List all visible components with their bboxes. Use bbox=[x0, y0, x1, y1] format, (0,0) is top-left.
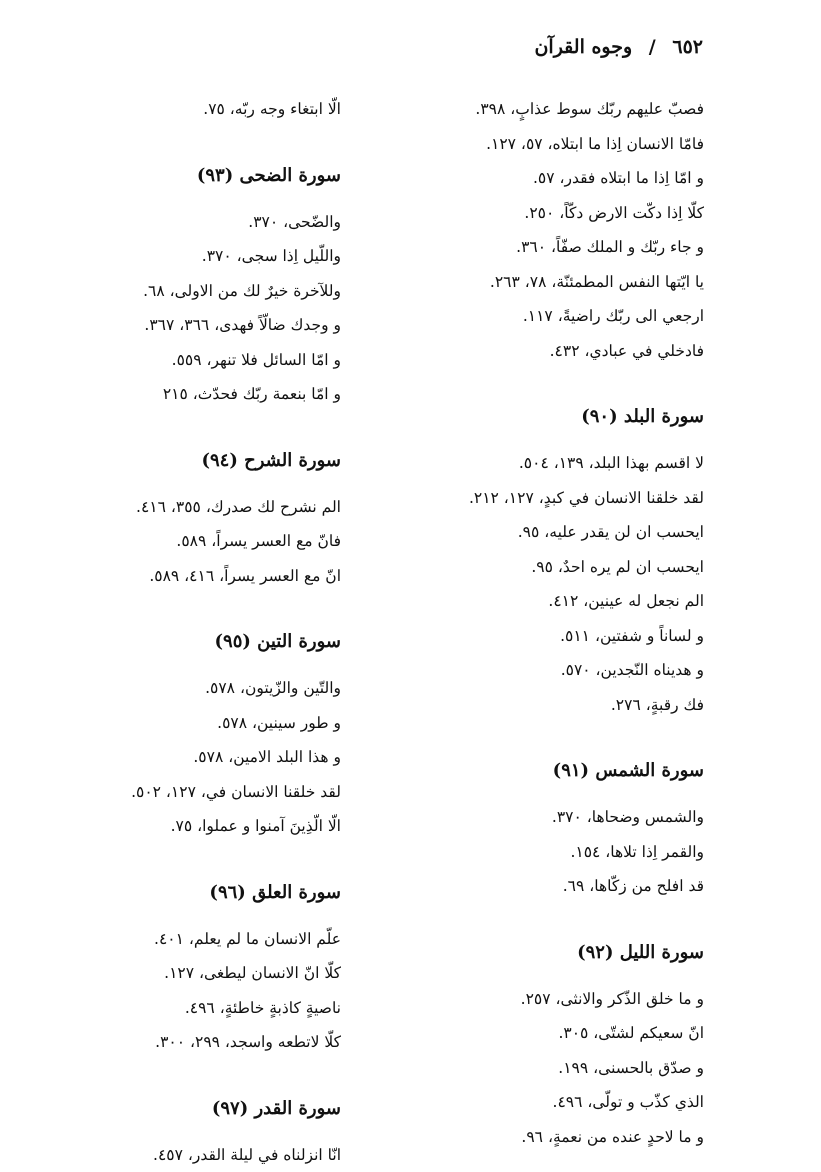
verse-entry: و لساناً و شفتين، ٥١١. bbox=[344, 619, 704, 654]
verse-entry: ايحسب ان لن يقدر عليه، ٩٥. bbox=[344, 515, 704, 550]
surah-section bbox=[41, 448, 341, 608]
verse-entry: و طور سينين، ٥٧٨. bbox=[41, 706, 341, 741]
verse-entry: انّا انزلناه في ليلة القدر، ٤٥٧. bbox=[41, 1138, 341, 1172]
verse-entry: والشمس وضحاها، ٣٧٠. bbox=[344, 800, 704, 835]
verse-entry: الّا الّذِينَ آمنوا و عملوا، ٧٥. bbox=[41, 809, 341, 844]
verse-entry: فامّا الانسان اِذا ما ابتلاه، ٥٧، ١٢٧. bbox=[344, 127, 704, 162]
surah-section bbox=[344, 92, 704, 382]
verse-entry: لا اقسم بهذا البلد، ١٣٩، ٥٠٤. bbox=[344, 446, 704, 481]
verse-entry: فصبّ عليهم ربّك سوط عذابٍ، ٣٩٨. bbox=[344, 92, 704, 127]
page-number: ٦٥٢ bbox=[672, 36, 703, 58]
verse-entry: و هديناه النّجدين، ٥٧٠. bbox=[344, 653, 704, 688]
verse-entry: و صدّق بالحسنى، ١٩٩. bbox=[344, 1051, 704, 1086]
verse-entry: و امّا اِذا ما ابتلاه فقدر، ٥٧. bbox=[344, 161, 704, 196]
verse-entry: ارجعي الى ربّك راضيةً، ١١٧. bbox=[344, 299, 704, 334]
verse-entry: الم نجعل له عينين، ٤١٢. bbox=[344, 584, 704, 619]
verse-entry: علّم الانسان ما لم يعلم، ٤٠١. bbox=[41, 922, 341, 957]
page-header bbox=[534, 36, 703, 58]
verse-entry: والتّين والزّيتون، ٥٧٨. bbox=[41, 671, 341, 706]
right-column bbox=[344, 92, 704, 1154]
verse-entry: لقد خلقنا الانسان في كبدٍ، ١٢٧، ٢١٢. bbox=[344, 481, 704, 516]
verse-entry: الذي كذّب و تولّى، ٤٩٦. bbox=[344, 1085, 704, 1120]
verse-entry: فانّ مع العسر يسراً، ٥٨٩. bbox=[41, 524, 341, 559]
verse-entry: ناصيةٍ كاذبةٍ خاطئةٍ، ٤٩٦. bbox=[41, 991, 341, 1026]
verse-entry: قد افلح من زكّاها، ٦٩. bbox=[344, 869, 704, 904]
verse-entry: و امّا بنعمة ربّك فحدّث، ٢١٥ bbox=[41, 377, 341, 412]
surah-section bbox=[41, 629, 341, 858]
verse-entry: ايحسب ان لم يره احدٌ، ٩٥. bbox=[344, 550, 704, 585]
surah-heading: سورة الليل (٩٢) bbox=[344, 940, 704, 966]
left-column bbox=[41, 92, 341, 1172]
verse-entry: انّ سعيكم لشتّى، ٣٠٥. bbox=[344, 1016, 704, 1051]
surah-section bbox=[41, 163, 341, 426]
verse-entry: و جاء ربّك و الملك صفّاً، ٣٦٠. bbox=[344, 230, 704, 265]
surah-heading: سورة الشرح (٩٤) bbox=[41, 448, 341, 474]
surah-section bbox=[41, 92, 341, 141]
verse-entry: يا ايّتها النفس المطمئنّة، ٧٨، ٢٦٣. bbox=[344, 265, 704, 300]
verse-entry: لقد خلقنا الانسان في، ١٢٧، ٥٠٢. bbox=[41, 775, 341, 810]
verse-entry: كلّا انّ الانسان ليطغى، ١٢٧. bbox=[41, 956, 341, 991]
verse-entry: والقمر اِذا تلاها، ١٥٤. bbox=[344, 835, 704, 870]
surah-section bbox=[41, 880, 341, 1074]
surah-heading: سورة البلد (٩٠) bbox=[344, 404, 704, 430]
verse-entry: والضّحى، ٣٧٠. bbox=[41, 205, 341, 240]
verse-entry: الم نشرح لك صدرك، ٣٥٥، ٤١٦. bbox=[41, 490, 341, 525]
verse-entry: و ما خلق الذّكر والانثى، ٢٥٧. bbox=[344, 982, 704, 1017]
surah-section bbox=[41, 1096, 341, 1172]
verse-entry: كلّا اِذا دكّت الارض دكّاً، ٢٥٠. bbox=[344, 196, 704, 231]
verse-entry: وللآخرة خيرٌ لك من الاولى، ٦٨. bbox=[41, 274, 341, 309]
verse-entry: كلّا لاتطعه واسجد، ٢٩٩، ٣٠٠. bbox=[41, 1025, 341, 1060]
book-title: وجوه القرآن bbox=[534, 36, 632, 58]
verse-entry: فادخلي في عبادي، ٤٣٢. bbox=[344, 334, 704, 369]
surah-section bbox=[344, 404, 704, 736]
surah-heading: سورة الشمس (٩١) bbox=[344, 758, 704, 784]
verse-entry: و هذا البلد الامين، ٥٧٨. bbox=[41, 740, 341, 775]
surah-section bbox=[344, 940, 704, 1155]
verse-entry: و وجدك ضالّاً فهدى، ٣٦٦، ٣٦٧. bbox=[41, 308, 341, 343]
surah-heading: سورة العلق (٩٦) bbox=[41, 880, 341, 906]
verse-entry: الّا ابتغاء وجه ربّه، ٧٥. bbox=[41, 92, 341, 127]
header-separator: / bbox=[649, 36, 656, 58]
surah-heading: سورة الضحى (٩٣) bbox=[41, 163, 341, 189]
verse-entry: فك رقبةٍ، ٢٧٦. bbox=[344, 688, 704, 723]
surah-section bbox=[344, 758, 704, 918]
surah-heading: سورة القدر (٩٧) bbox=[41, 1096, 341, 1122]
verse-entry: واللّيل اِذا سجى، ٣٧٠. bbox=[41, 239, 341, 274]
verse-entry: و امّا السائل فلا تنهر، ٥٥٩. bbox=[41, 343, 341, 378]
surah-heading: سورة التين (٩٥) bbox=[41, 629, 341, 655]
verse-entry: و ما لاحدٍ عنده من نعمةٍ، ٩٦. bbox=[344, 1120, 704, 1155]
verse-entry: انّ مع العسر يسراً، ٤١٦، ٥٨٩. bbox=[41, 559, 341, 594]
